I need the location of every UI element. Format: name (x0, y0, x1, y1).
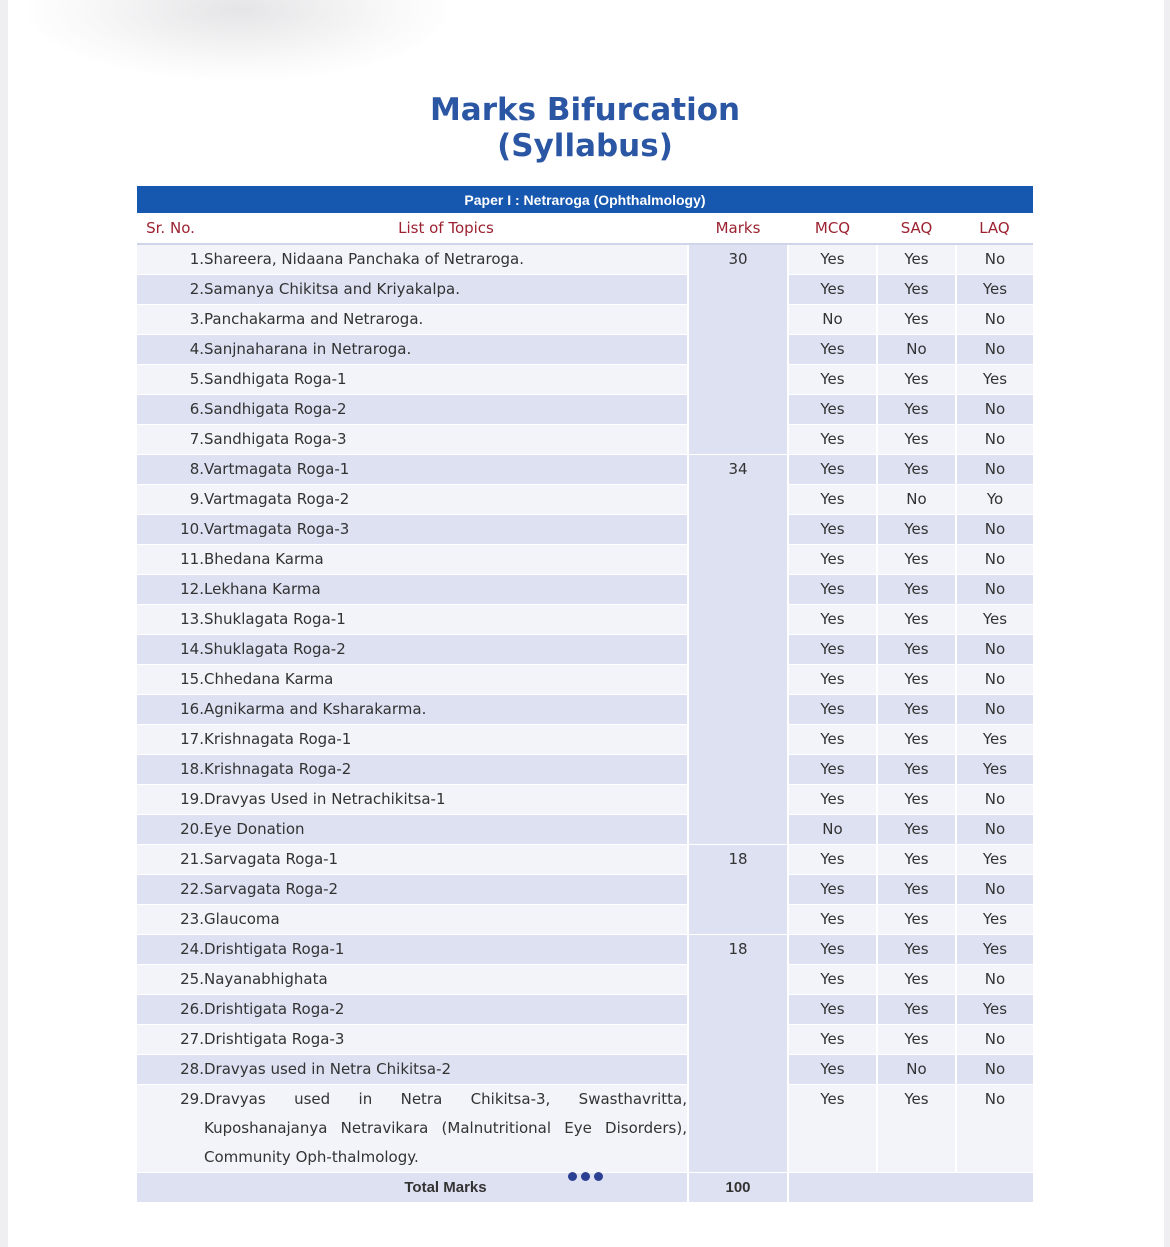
row-mcq: Yes (788, 1025, 877, 1055)
row-topic: Panchakarma and Netraroga. (204, 305, 688, 335)
row-mcq: Yes (788, 275, 877, 305)
row-saq: Yes (877, 575, 956, 605)
marks-group-cell: 18 (688, 845, 788, 935)
row-topic: Dravyas used in Netra Chikitsa-3, Swasthavritta, Kuposhanajanya Netravikara (Malnutritional Eye Disorders), Community Oph-thalmology. (204, 1085, 688, 1173)
row-mcq: Yes (788, 1085, 877, 1173)
row-saq: Yes (877, 905, 956, 935)
row-topic: Dravyas used in Netra Chikitsa-2 (204, 1055, 688, 1085)
row-topic: Sarvagata Roga-2 (204, 875, 688, 905)
row-sr-no: 12. (137, 575, 204, 605)
marks-group-cell: 30 (688, 244, 788, 455)
row-saq: Yes (877, 725, 956, 755)
header-saq: SAQ (877, 214, 956, 244)
row-topic: Dravyas Used in Netrachikitsa-1 (204, 785, 688, 815)
row-sr-no: 6. (137, 395, 204, 425)
row-topic: Glaucoma (204, 905, 688, 935)
row-saq: Yes (877, 695, 956, 725)
row-saq: Yes (877, 935, 956, 965)
row-topic: Drishtigata Roga-1 (204, 935, 688, 965)
row-laq: No (956, 1025, 1033, 1055)
row-sr-no: 1. (137, 244, 204, 275)
table-row (137, 875, 1033, 905)
row-topic: Vartmagata Roga-2 (204, 485, 688, 515)
row-laq: No (956, 965, 1033, 995)
row-mcq: No (788, 815, 877, 845)
row-sr-no: 26. (137, 995, 204, 1025)
table-body (137, 244, 1033, 1173)
row-mcq: No (788, 305, 877, 335)
row-laq: Yes (956, 755, 1033, 785)
row-laq: No (956, 665, 1033, 695)
row-laq: Yo (956, 485, 1033, 515)
header-marks: Marks (688, 214, 788, 244)
row-laq: Yes (956, 845, 1033, 875)
row-sr-no: 8. (137, 455, 204, 485)
marks-group-cell: 34 (688, 455, 788, 845)
row-sr-no: 27. (137, 1025, 204, 1055)
row-sr-no: 2. (137, 275, 204, 305)
row-mcq: Yes (788, 695, 877, 725)
table-row (137, 395, 1033, 425)
row-mcq: Yes (788, 905, 877, 935)
row-saq: Yes (877, 605, 956, 635)
header-laq: LAQ (956, 214, 1033, 244)
table-row (137, 965, 1033, 995)
row-mcq: Yes (788, 995, 877, 1025)
row-laq: No (956, 635, 1033, 665)
table-row (137, 695, 1033, 725)
row-saq: Yes (877, 635, 956, 665)
row-saq: Yes (877, 395, 956, 425)
row-topic: Shuklagata Roga-2 (204, 635, 688, 665)
table-row (137, 1025, 1033, 1055)
row-laq: No (956, 815, 1033, 845)
row-laq: Yes (956, 605, 1033, 635)
table-row (137, 1055, 1033, 1085)
table-row (137, 455, 1033, 485)
row-mcq: Yes (788, 335, 877, 365)
row-sr-no: 3. (137, 305, 204, 335)
table-header-row (137, 214, 1033, 244)
row-sr-no: 19. (137, 785, 204, 815)
row-topic: Vartmagata Roga-1 (204, 455, 688, 485)
row-laq: No (956, 515, 1033, 545)
row-topic: Shareera, Nidaana Panchaka of Netraroga. (204, 244, 688, 275)
row-sr-no: 4. (137, 335, 204, 365)
row-topic: Agnikarma and Ksharakarma. (204, 695, 688, 725)
row-saq: No (877, 485, 956, 515)
row-mcq: Yes (788, 785, 877, 815)
header-mcq: MCQ (788, 214, 877, 244)
row-laq: No (956, 575, 1033, 605)
row-sr-no: 28. (137, 1055, 204, 1085)
row-saq: Yes (877, 785, 956, 815)
row-sr-no: 15. (137, 665, 204, 695)
row-sr-no: 24. (137, 935, 204, 965)
row-sr-no: 21. (137, 845, 204, 875)
row-mcq: Yes (788, 755, 877, 785)
row-saq: Yes (877, 815, 956, 845)
table-row (137, 515, 1033, 545)
row-laq: No (956, 395, 1033, 425)
row-topic: Samanya Chikitsa and Kriyakalpa. (204, 275, 688, 305)
header-sr-no: Sr. No. (137, 214, 204, 244)
total-value: 100 (688, 1173, 788, 1203)
row-laq: Yes (956, 905, 1033, 935)
row-mcq: Yes (788, 965, 877, 995)
row-sr-no: 22. (137, 875, 204, 905)
table-row (137, 845, 1033, 875)
row-laq: No (956, 1085, 1033, 1173)
title-line-2: (Syllabus) (497, 128, 673, 164)
row-laq: No (956, 244, 1033, 275)
row-topic: Drishtigata Roga-2 (204, 995, 688, 1025)
row-laq: No (956, 335, 1033, 365)
table-row (137, 305, 1033, 335)
table-row (137, 425, 1033, 455)
table-row (137, 605, 1033, 635)
row-mcq: Yes (788, 845, 877, 875)
row-mcq: Yes (788, 725, 877, 755)
row-mcq: Yes (788, 635, 877, 665)
row-saq: Yes (877, 665, 956, 695)
row-mcq: Yes (788, 875, 877, 905)
row-laq: Yes (956, 935, 1033, 965)
row-sr-no: 14. (137, 635, 204, 665)
table-row (137, 275, 1033, 305)
table-row (137, 905, 1033, 935)
row-saq: No (877, 335, 956, 365)
row-laq: Yes (956, 275, 1033, 305)
syllabus-table (137, 214, 1033, 1203)
row-topic: Chhedana Karma (204, 665, 688, 695)
row-sr-no: 10. (137, 515, 204, 545)
row-laq: No (956, 305, 1033, 335)
row-saq: Yes (877, 1025, 956, 1055)
row-topic: Sandhigata Roga-1 (204, 365, 688, 395)
row-topic: Vartmagata Roga-3 (204, 515, 688, 545)
marks-group-cell: 18 (688, 935, 788, 1173)
row-topic: Sandhigata Roga-3 (204, 425, 688, 455)
table-row (137, 485, 1033, 515)
row-sr-no: 20. (137, 815, 204, 845)
row-laq: No (956, 875, 1033, 905)
row-saq: Yes (877, 545, 956, 575)
row-saq: Yes (877, 455, 956, 485)
row-saq: Yes (877, 275, 956, 305)
row-saq: Yes (877, 365, 956, 395)
table-row (137, 995, 1033, 1025)
table-row (137, 785, 1033, 815)
total-label: Total Marks (204, 1173, 688, 1203)
row-laq: Yes (956, 365, 1033, 395)
row-laq: No (956, 545, 1033, 575)
row-laq: No (956, 1055, 1033, 1085)
row-saq: Yes (877, 875, 956, 905)
table-row (137, 665, 1033, 695)
row-mcq: Yes (788, 485, 877, 515)
row-mcq: Yes (788, 575, 877, 605)
row-mcq: Yes (788, 545, 877, 575)
row-mcq: Yes (788, 425, 877, 455)
row-mcq: Yes (788, 935, 877, 965)
row-sr-no: 16. (137, 695, 204, 725)
row-topic: Bhedana Karma (204, 545, 688, 575)
table-row (137, 935, 1033, 965)
row-sr-no: 18. (137, 755, 204, 785)
row-mcq: Yes (788, 455, 877, 485)
pager-dot[interactable] (581, 1172, 590, 1181)
row-saq: Yes (877, 425, 956, 455)
row-sr-no: 13. (137, 605, 204, 635)
row-saq: Yes (877, 305, 956, 335)
header-list-of-topics: List of Topics (204, 214, 688, 244)
row-laq: Yes (956, 995, 1033, 1025)
row-saq: Yes (877, 515, 956, 545)
row-sr-no: 11. (137, 545, 204, 575)
row-saq: Yes (877, 995, 956, 1025)
table-row (137, 725, 1033, 755)
table-row (137, 635, 1033, 665)
row-topic: Krishnagata Roga-1 (204, 725, 688, 755)
table-row (137, 335, 1033, 365)
row-sr-no: 23. (137, 905, 204, 935)
title-line-1: Marks Bifurcation (429, 92, 741, 128)
table-row (137, 575, 1033, 605)
row-mcq: Yes (788, 515, 877, 545)
row-saq: Yes (877, 755, 956, 785)
row-sr-no: 7. (137, 425, 204, 455)
table-row (137, 545, 1033, 575)
row-laq: No (956, 785, 1033, 815)
row-laq: No (956, 425, 1033, 455)
row-sr-no: 25. (137, 965, 204, 995)
table-row (137, 244, 1033, 275)
row-sr-no: 17. (137, 725, 204, 755)
row-topic: Krishnagata Roga-2 (204, 755, 688, 785)
row-topic: Drishtigata Roga-3 (204, 1025, 688, 1055)
row-sr-no: 9. (137, 485, 204, 515)
row-saq: Yes (877, 1085, 956, 1173)
row-topic: Lekhana Karma (204, 575, 688, 605)
row-mcq: Yes (788, 605, 877, 635)
row-laq: No (956, 695, 1033, 725)
page-curl-shadow (28, 0, 448, 80)
row-saq: Yes (877, 965, 956, 995)
table-row (137, 755, 1033, 785)
row-mcq: Yes (788, 244, 877, 275)
table-row (137, 365, 1033, 395)
table-row (137, 815, 1033, 845)
pager-dot[interactable] (594, 1172, 603, 1181)
row-mcq: Yes (788, 1055, 877, 1085)
pager-dots[interactable] (0, 1166, 1170, 1185)
row-topic: Sanjnaharana in Netraroga. (204, 335, 688, 365)
row-mcq: Yes (788, 665, 877, 695)
row-laq: No (956, 455, 1033, 485)
paper-title-bar: Paper I : Netraroga (Ophthalmology) (137, 186, 1033, 213)
row-saq: No (877, 1055, 956, 1085)
row-saq: Yes (877, 845, 956, 875)
page-title (0, 92, 1170, 164)
row-topic: Shuklagata Roga-1 (204, 605, 688, 635)
pager-dot[interactable] (568, 1172, 577, 1181)
row-topic: Sandhigata Roga-2 (204, 395, 688, 425)
row-topic: Eye Donation (204, 815, 688, 845)
row-saq: Yes (877, 244, 956, 275)
row-sr-no: 5. (137, 365, 204, 395)
row-mcq: Yes (788, 395, 877, 425)
row-sr-no: 29. (137, 1085, 204, 1173)
table-row (137, 1085, 1033, 1173)
row-laq: Yes (956, 725, 1033, 755)
row-topic: Nayanabhighata (204, 965, 688, 995)
row-mcq: Yes (788, 365, 877, 395)
row-topic: Sarvagata Roga-1 (204, 845, 688, 875)
